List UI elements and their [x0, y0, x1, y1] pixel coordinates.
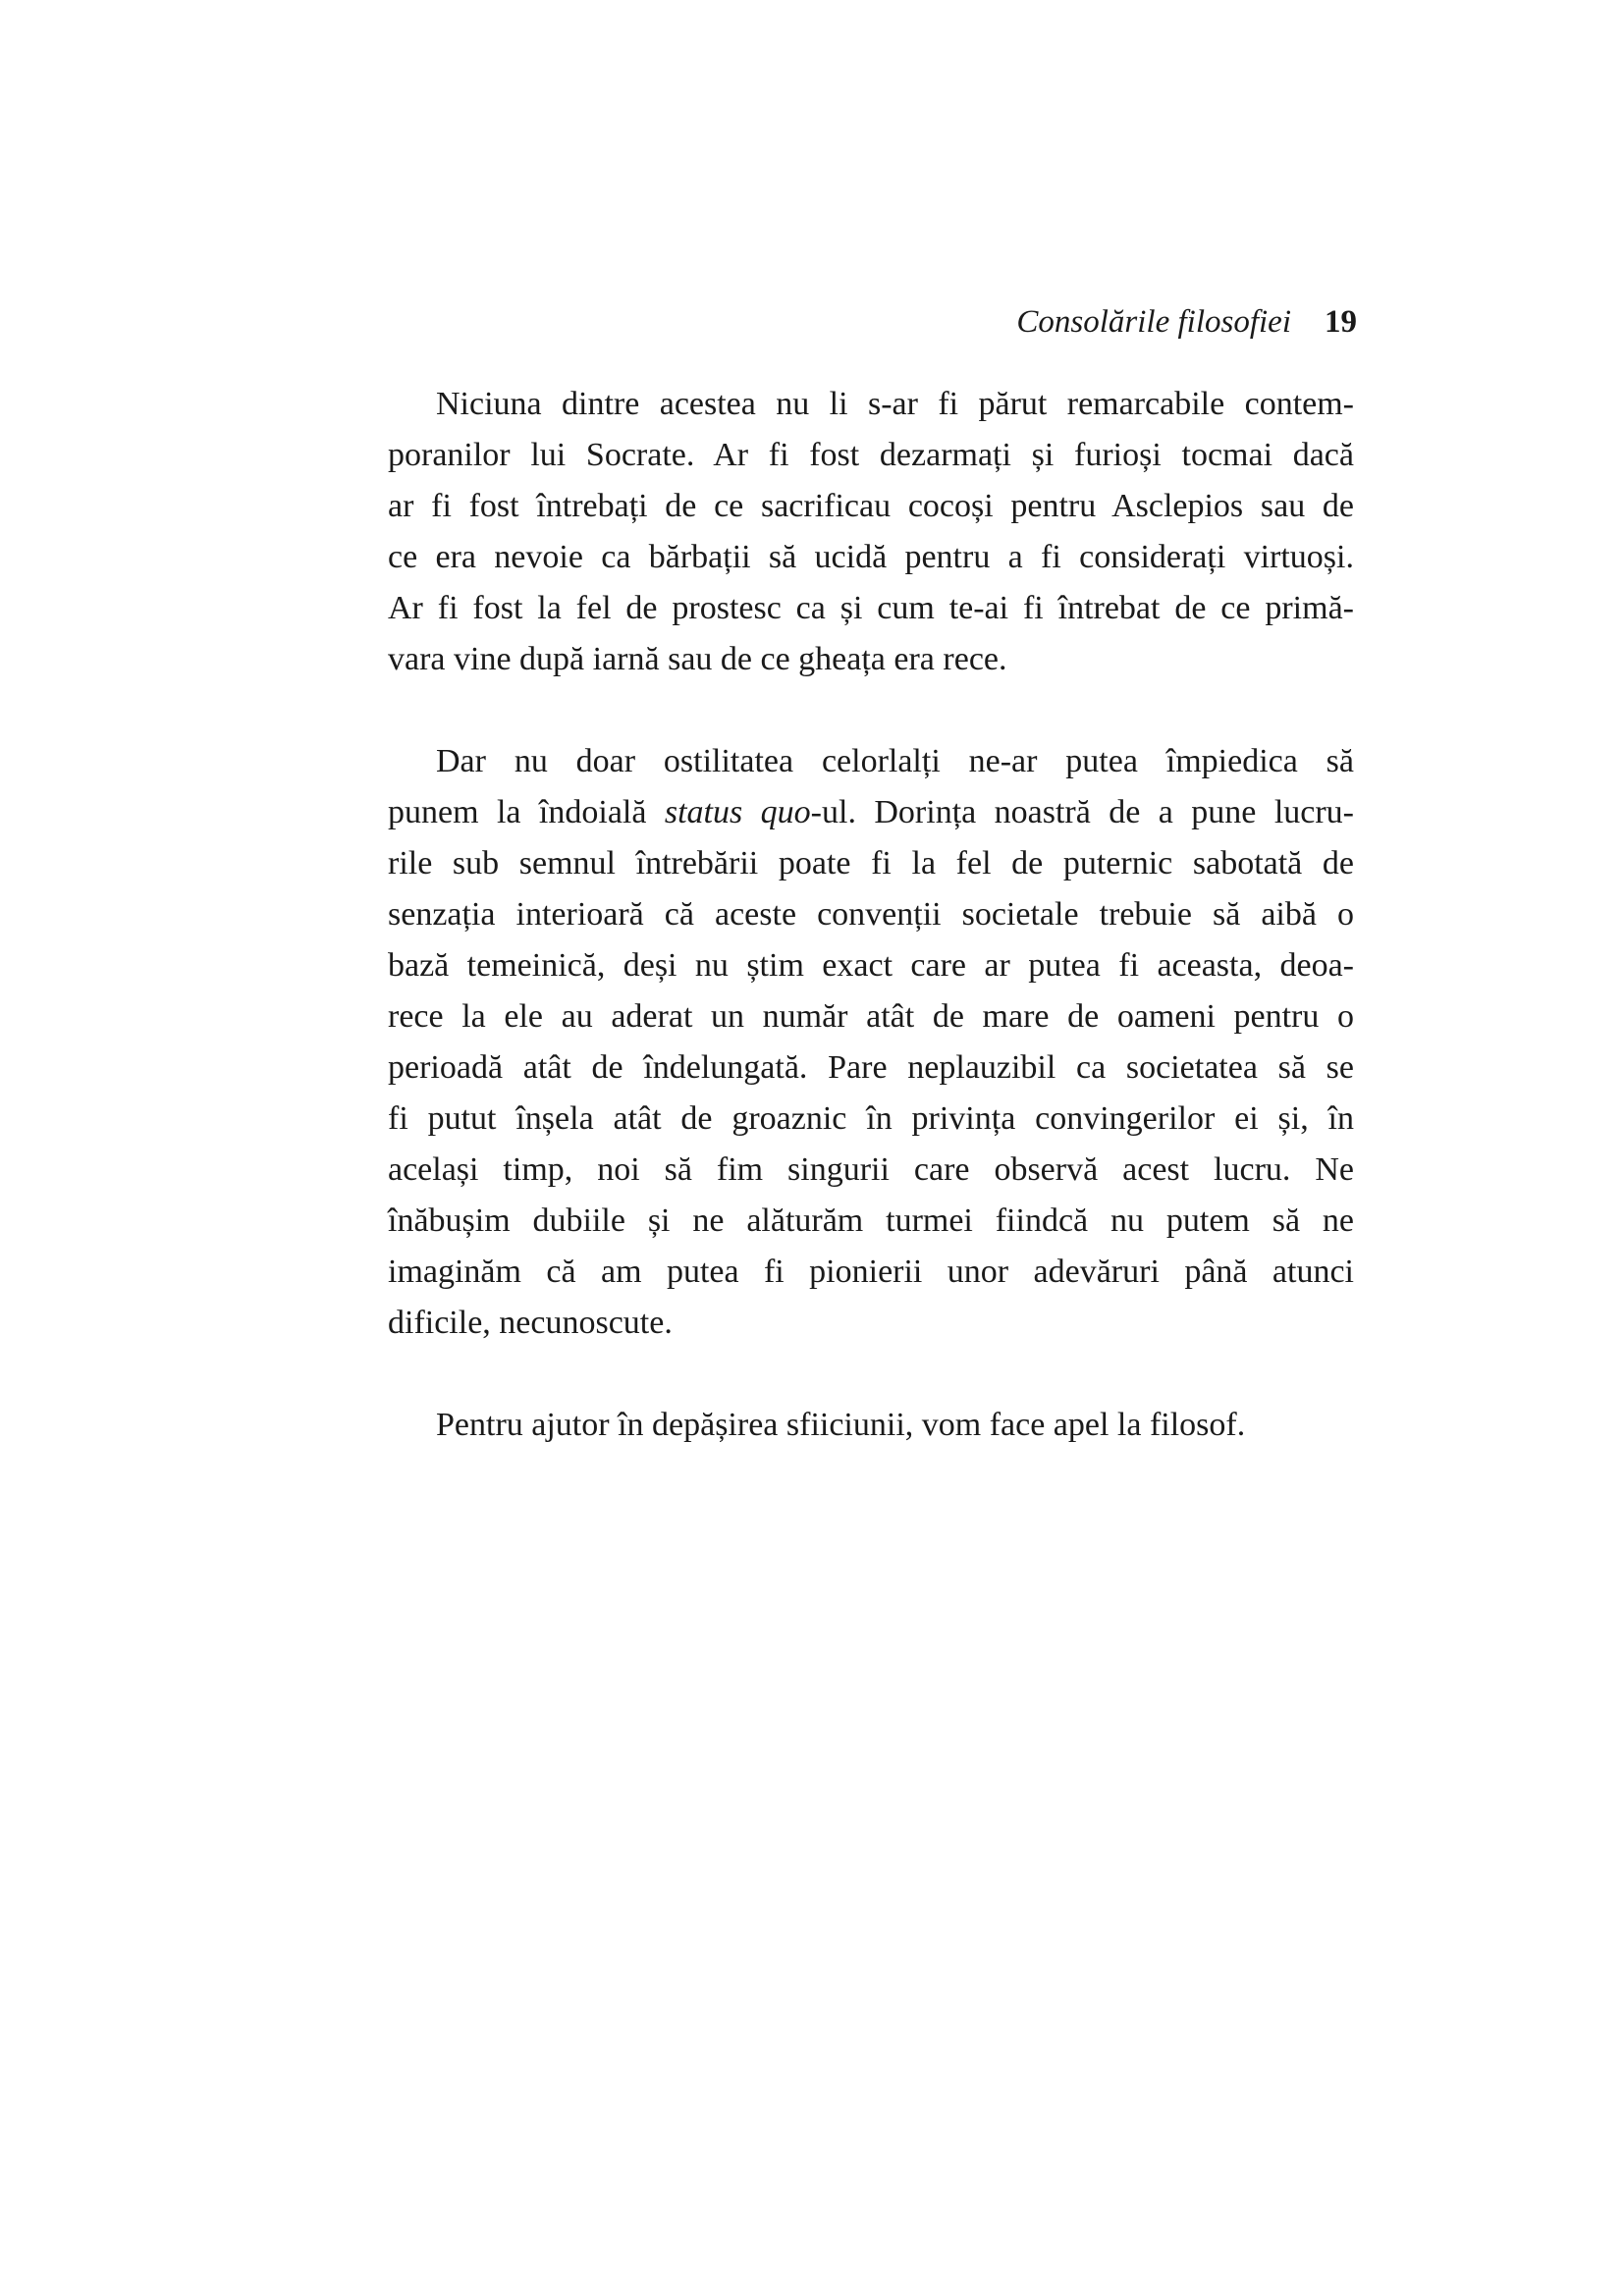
book-title: Consolările filosofiei: [1016, 304, 1291, 340]
text-line: rile sub semnul întrebării poate fi la fel de puternic sabotată de: [388, 845, 1354, 881]
text-line: înăbușim dubiile și ne alăturăm turmei fiindcă nu putem să ne: [388, 1202, 1354, 1239]
paragraph-gap: [388, 1349, 1354, 1400]
text-line: dificile, necunoscute.: [388, 1305, 673, 1341]
text-line: Dar nu doar ostilitatea celorlalți ne-ar putea împiedica să: [436, 743, 1354, 779]
text-line: perioadă atât de îndelungată. Pare neplauzibil ca societatea să se: [388, 1049, 1354, 1086]
text-line: imaginăm că am putea fi pionierii unor adevăruri până atunci: [388, 1254, 1354, 1290]
text-line: același timp, noi să fim singurii care observă acest lucru. Ne: [388, 1151, 1354, 1188]
text-run: -ul. Dorința noastră de a pune lucru-: [810, 794, 1354, 830]
text-line: poranilor lui Socrate. Ar fi fost dezarmați și furioși tocmai dacă: [388, 437, 1354, 473]
text-line: ce era nevoie ca bărbații să ucidă pentru a fi considerați virtuoși.: [388, 539, 1354, 575]
text-line: Pentru ajutor în depășirea sfiiciunii, vom face apel la filosof.: [436, 1407, 1246, 1443]
text-line: vara vine după iarnă sau de ce gheața era rece.: [388, 641, 1007, 677]
italic-phrase: status quo: [664, 794, 811, 830]
text-line: senzația interioară că aceste convenții societale trebuie să aibă o: [388, 896, 1354, 933]
text-line: rece la ele au aderat un număr atât de mare de oameni pentru o: [388, 998, 1354, 1035]
text-line: fi putut înșela atât de groaznic în privința convingerilor ei și, în: [388, 1100, 1354, 1137]
paragraph-1: [388, 379, 1354, 685]
paragraph-2: [388, 736, 1354, 1349]
text-line-with-italic: [388, 787, 1354, 838]
text-line: ar fi fost întrebați de ce sacrificau cocoși pentru Asclepios sau de: [388, 488, 1354, 524]
body-text: [388, 379, 1354, 1451]
text-line: Niciuna dintre acestea nu li s-ar fi părut remarcabile contem-: [436, 386, 1354, 422]
paragraph-gap: [388, 685, 1354, 736]
text-run: punem la îndoială: [388, 794, 665, 830]
paragraph-3: [388, 1400, 1354, 1451]
text-line: bază temeinică, deși nu știm exact care ar putea fi aceasta, deoa-: [388, 947, 1354, 984]
running-header: [1016, 296, 1357, 347]
page-number: 19: [1325, 304, 1357, 340]
text-line: Ar fi fost la fel de prostesc ca și cum te-ai fi întrebat de ce primă-: [388, 590, 1354, 626]
